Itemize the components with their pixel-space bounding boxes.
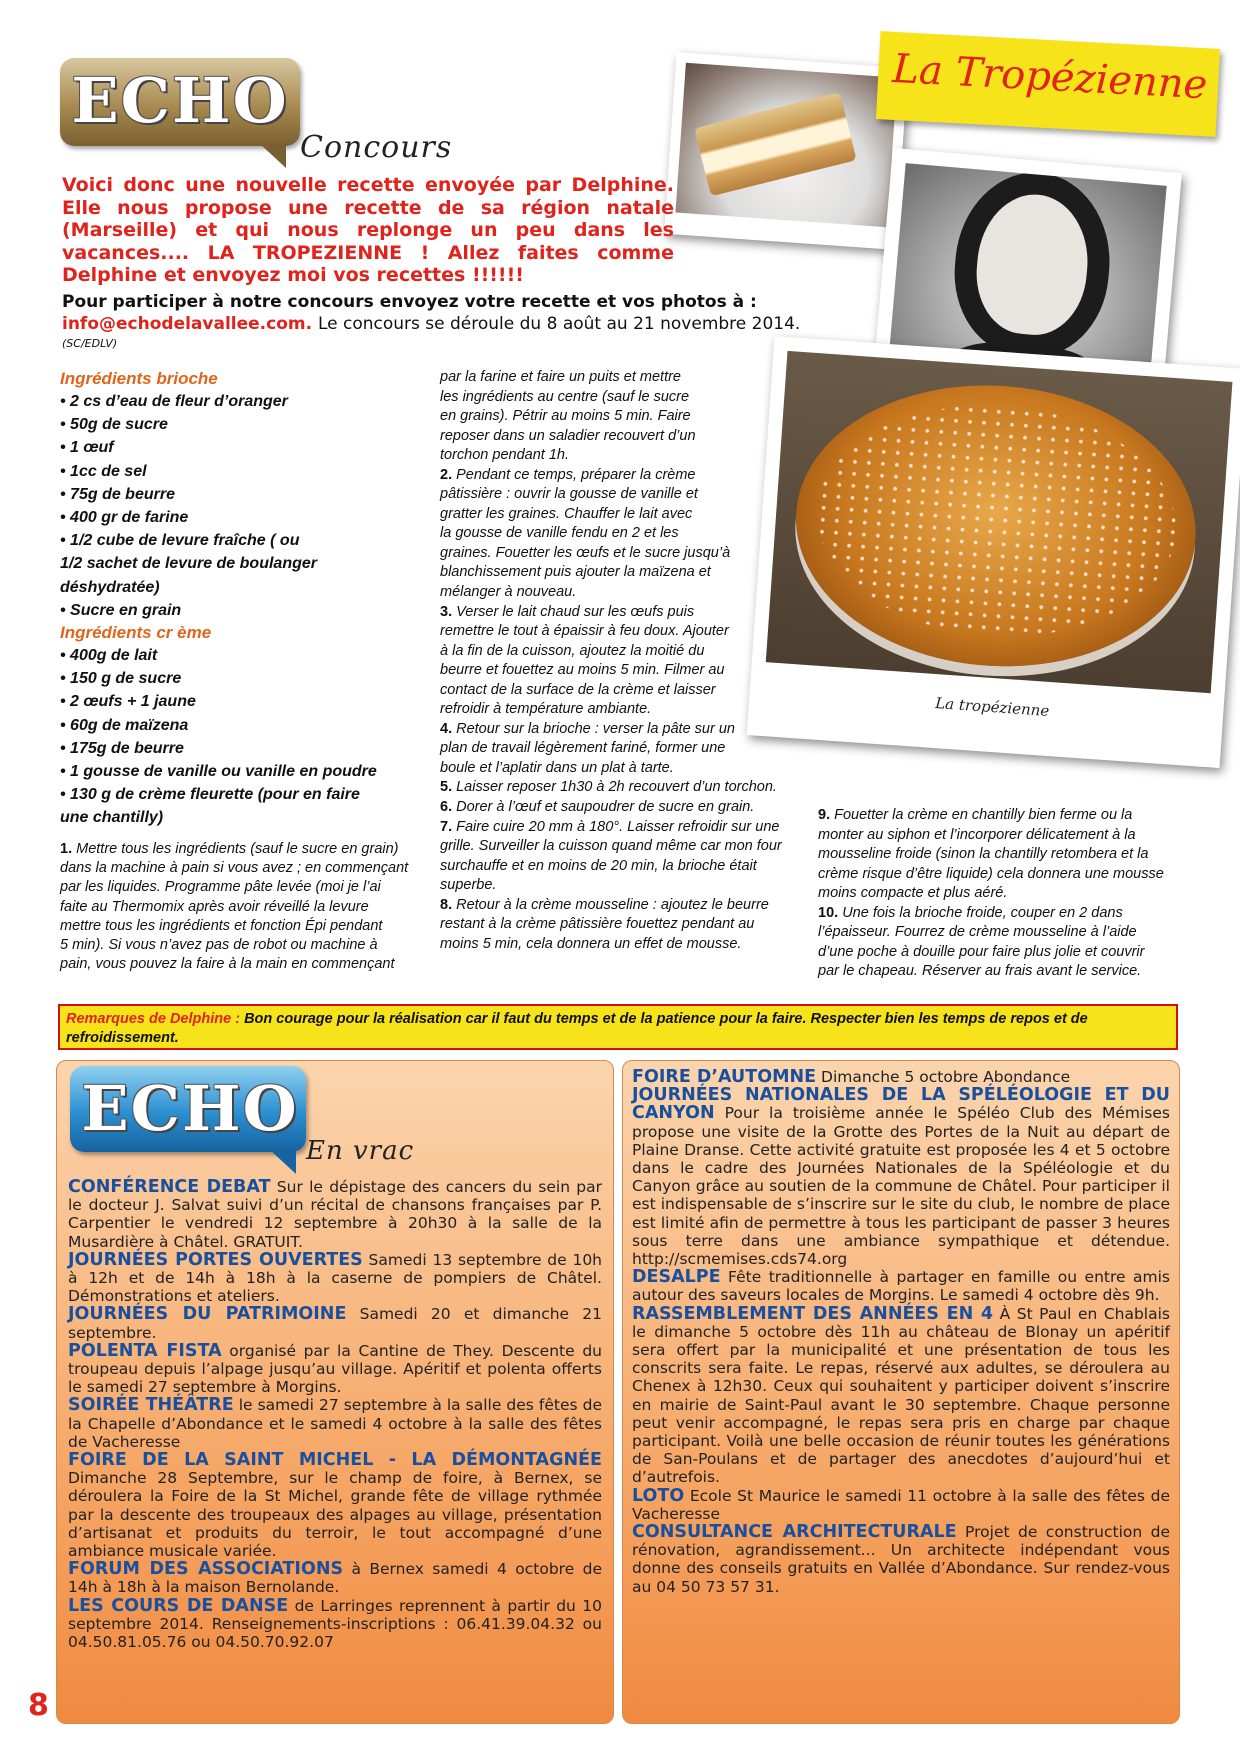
section-subtitle: Concours <box>300 130 453 165</box>
step-line: par les liquides. Programme pâte levée (moi je l’ai <box>60 879 381 896</box>
event-title: JOURNÉES DU PATRIMOINE <box>68 1304 347 1325</box>
event-text: organisé par la Cantine de They. Descente du troupeau depuis l’alpage jusqu’au village. Apéritif et polenta offerts le samedi 27 septembre à Morgins. <box>68 1341 602 1397</box>
event-item <box>632 1305 1170 1487</box>
event-item <box>632 1523 1170 1596</box>
ingredient-item: • 2 cs d’eau de fleur d’oranger <box>60 393 288 410</box>
ingredient-item: • 175g de beurre <box>60 739 184 757</box>
step-line: torchon pendant 1h. <box>440 447 569 464</box>
ingredient-item: • 1 œuf <box>60 439 114 457</box>
event-text: Samedi 13 septembre de 10h à 12h et de 14h à 18h à la caserne de pompiers de Châtel. Démonstrations et ateliers. <box>68 1250 603 1306</box>
event-item <box>68 1305 602 1341</box>
ingredient-item: • Sucre en grain <box>60 601 182 619</box>
event-item <box>68 1251 602 1306</box>
ingredient-item: déshydratée) <box>60 578 160 596</box>
step-line: faite au Thermomix après avoir réveillé la levure <box>60 898 369 915</box>
ingredient-item: • 50g de sucre <box>60 416 168 434</box>
event-item <box>632 1068 1170 1086</box>
event-item <box>68 1342 602 1397</box>
step-line: 4. Retour sur la brioche : verser la pâte sur un <box>440 720 735 737</box>
event-item <box>68 1451 602 1560</box>
ingredient-item: • 60g de maïzena <box>60 716 189 734</box>
step-line: à la fin de la cuisson, ajoutez la moitié du <box>440 642 705 659</box>
cake-slice-photo <box>664 52 908 250</box>
ingredient-item: • 75g de beurre <box>60 485 175 503</box>
remark-text: Bon courage pour la réalisation car il faut du temps et de la patience pour la faire. Respecter bien les temps de repos et de refroidissement. <box>66 1011 1088 1046</box>
step-line: grille. Surveiller la cuisson quand même car mon four <box>440 838 782 855</box>
step-line: la gousse de vanille fendu en 2 et les <box>440 525 679 542</box>
event-item <box>632 1487 1170 1523</box>
recipe-title: La Tropézienne <box>891 45 1209 109</box>
page-number: 8 <box>28 1688 49 1723</box>
event-text: Pour la troisième année le Spéléo Club des Mémises propose une visite de la Grotte des Portes de la Nuit au départ de Plaine Dranse. Cette activité gratuite est proposée les 4 et 5 octobre dans le cadre des Journées Nationales de la Spéléologie et du Canyon grâce au soutien de la commune de Châtel. Pour participer il est indispensable de s’inscrire sur le site du club, le nombre de place est limité afin de permettre à tous les participant de passer 3 heures sous terre dans une ambiance sympathique et détendue. http://scmemises.cds74.org <box>632 1104 1170 1269</box>
source-credit: (SC/EDLV) <box>62 337 118 350</box>
event-text: Ecole St Maurice le samedi 11 octobre à la salle des fêtes de Vacheresse <box>632 1486 1170 1523</box>
event-title: RASSEMBLEMENT DES ANNÉES EN 4 <box>632 1303 994 1324</box>
step-line: par la farine et faire un puits et mettre <box>440 369 681 385</box>
step-line: restant à la crème pâtissière fouettez pendant au <box>440 916 755 933</box>
cake-caption: La tropézienne <box>934 694 1050 721</box>
step-line: surchauffe et en moins de 20 min, la brioche était <box>440 857 757 874</box>
step-line: plan de travail légèrement fariné, former une <box>440 740 726 757</box>
step-line: 5 min). Si vous n’avez pas de robot ou machine à <box>60 937 378 954</box>
event-item <box>68 1396 602 1451</box>
contest-email-link[interactable]: info@echodelavallee.com. <box>62 314 313 334</box>
step-line: par le chapeau. Réserver au frais avant le service. <box>818 963 1142 979</box>
ingredient-item: • 400g de lait <box>60 647 158 665</box>
step-line: les ingrédients au centre (sauf le sucre <box>440 388 690 405</box>
step-line: mélanger à nouveau. <box>440 584 577 601</box>
event-text: Samedi 20 et dimanche 21 septembre. <box>68 1305 602 1342</box>
vrac-subtitle: En vrac <box>306 1136 415 1166</box>
step-line: en grains). Pétrir au moins 5 min. Faire <box>440 408 691 425</box>
step-line: pâtissière : ouvrir la gousse de vanille et <box>440 486 698 503</box>
event-title: DESALPE <box>632 1267 721 1288</box>
step-line: remettre le tout à épaissir à feu doux. Ajouter <box>440 623 729 640</box>
vrac-right-list <box>632 1068 1170 1596</box>
event-title: CONSULTANCE ARCHITECTURALE <box>632 1522 957 1543</box>
ingredient-item: • 1 gousse de vanille ou vanille en poudre <box>60 763 377 781</box>
step-line: 10. Une fois la brioche froide, couper en 2 dans <box>818 904 1123 921</box>
remark-label: Remarques de Delphine : <box>66 1011 241 1027</box>
step-line: 1. Mettre tous les ingrédients (sauf le sucre en grain) <box>60 840 399 857</box>
event-title: LOTO <box>632 1485 685 1506</box>
event-title: POLENTA FISTA <box>68 1340 222 1361</box>
ingredient-item: • 1/2 cube de levure fraîche ( ou <box>60 532 300 550</box>
ingredient-item: • 150 g de sucre <box>60 670 182 688</box>
event-title: JOURNÉES PORTES OUVERTES <box>68 1249 363 1270</box>
ingredients-column <box>60 368 430 975</box>
event-text: Fête traditionnelle à partager en famille ou entre amis autour des saveurs locales de Morgins. Le samedi 4 octobre dès 9h. <box>632 1268 1170 1305</box>
event-item <box>632 1086 1170 1268</box>
step-line: gratter les graines. Chauffer le lait avec <box>440 505 693 522</box>
echo-vrac-logo <box>70 1066 306 1152</box>
steps-column-2 <box>440 368 810 954</box>
remark-box <box>58 1004 1178 1050</box>
step-line: crème risque d’être liquide) cela donnera une mousse <box>818 865 1164 882</box>
ingredient-item: • 1cc de sel <box>60 462 147 480</box>
event-title: FOIRE DE LA SAINT MICHEL - LA DÉMONTAGNÉE <box>68 1450 602 1471</box>
ingredient-item: • 130 g de crème fleurette (pour en faire <box>60 786 360 804</box>
event-title: JOURNÉES NATIONALES DE LA SPÉLÉOLOGIE ET DU CANYON <box>632 1085 1170 1124</box>
event-title: LES COURS DE DANSE <box>68 1595 289 1616</box>
event-item <box>68 1560 602 1596</box>
step-line: 7. Faire cuire 20 mm à 180°. Laisser refroidir sur une <box>440 818 780 835</box>
event-title: FOIRE D’AUTOMNE <box>632 1067 817 1087</box>
event-text: Sur le dépistage des cancers du sein par le docteur J. Salvat suivi d’un récital de chansons françaises par P. Carpentier le vendredi 12 septembre à 20h30 à la salle de la Musardière à Châtel. GRATUIT. <box>68 1178 602 1251</box>
step-line: 8. Retour à la crème mousseline : ajoutez le beurre <box>440 896 769 913</box>
echo-vrac-logo-text: ECHO <box>81 1072 299 1145</box>
creme-heading: Ingrédients cr ème <box>60 623 212 643</box>
ingredient-item: • 2 œufs + 1 jaune <box>60 693 196 711</box>
tropezienne-photo <box>747 336 1240 768</box>
step-line: contact de la surface de la crème et laisser <box>440 681 716 698</box>
brioche-ingredient-list <box>60 390 430 622</box>
step-line: refroidir à température ambiante. <box>440 701 652 718</box>
step-line: moins 5 min, cela donnera un effet de mousse. <box>440 935 742 952</box>
vrac-left-list <box>68 1178 602 1651</box>
step-line: 2. Pendant ce temps, préparer la crème <box>440 466 696 483</box>
event-title: CONFÉRENCE DEBAT <box>68 1177 271 1197</box>
step-line: mettre tous les ingrédients et fonction Épi pendant <box>60 917 383 934</box>
step-line: monter au siphon et l’incorporer délicatement à la <box>818 826 1136 843</box>
ingredient-item: une chantilly) <box>60 809 164 827</box>
step-line: boule et l’aplatir dans un plat à tarte. <box>440 759 674 776</box>
event-text: Dimanche 28 Septembre, sur le champ de foire, à Bernex, se déroulera la Foire de la St Michel, grande fête de village rythmée par la descente des troupeaux des alpages au village, présentation d’artisanat et produits du terroir, le tout accompagné d’une ambiance musicale variée. <box>68 1469 602 1561</box>
intro-text: Voici donc une nouvelle recette envoyée par Delphine. Elle nous propose une recette de sa région natale (Marseille) et qui nous replonge un peu dans les vacances.... LA TROPEZIENNE ! Allez faites comme Delphine et envoyez moi vos recettes !!!!!! <box>62 174 674 286</box>
event-title: SOIRÉE THÉÂTRE <box>68 1395 234 1416</box>
event-text: de Larringes reprennent à partir du 10 septembre 2014. Renseignements-inscriptions : 06.41.39.04.32 ou 04.50.81.05.76 ou 04.50.70.92.07 <box>68 1596 602 1652</box>
step-line: d’une poche à douille pour faire plus jolie et couvrir <box>818 943 1145 960</box>
step-line: moins compacte et plus aéré. <box>818 885 1008 901</box>
steps-column-1 <box>60 840 430 975</box>
step-line: 6. Dorer à l’œuf et saupoudrer de sucre en grain. <box>440 799 755 816</box>
ingredient-item: 1/2 sachet de levure de boulanger <box>60 555 317 573</box>
event-text: À St Paul en Chablais le dimanche 5 octobre dès 11h au château de Blonay un apéritif sera offert par la municipalité et une présentation de tous les conscrits sera faite. Le repas, réservé aux adultes, se déroulera au Chenex à 12h30. Ceux qui souhaitent y participer doivent s’inscrire en mairie de Saint-Paul avant le 30 septembre. Chaque personne peut venir accompagné, le repas sera pris en charge par chaque participant. Voilà une belle occasion de réunir toutes les générations de San-Poulans et de partager des anecdotes d’aujourd’hui et d’autrefois. <box>632 1304 1170 1487</box>
step-line: superbe. <box>440 877 497 894</box>
step-line: 5. Laisser reposer 1h30 à 2h recouvert d’un torchon. <box>440 779 777 796</box>
event-item <box>68 1597 602 1652</box>
step-line: 3. Verser le lait chaud sur les œufs puis <box>440 603 695 620</box>
step-line: pain, vous pouvez la faire à la main en commençant <box>60 956 395 973</box>
step-line: l’épaisseur. Fourrez de crème mousseline à l’aide <box>818 924 1137 940</box>
event-item <box>632 1268 1170 1304</box>
step-line: graines. Fouetter les œufs et le sucre jusqu’à <box>440 544 731 561</box>
step-line: dans la machine à pain si vous avez ; en commençant <box>60 859 409 876</box>
brioche-heading: Ingrédients brioche <box>60 369 218 388</box>
participate-text: Pour participer à notre concours envoyez votre recette et vos photos à : <box>62 292 757 312</box>
event-text: Projet de construction de rénovation, agrandissement... Un architecte indépendant vous donne des conseils gratuits en Vallée d’Abondance. Sur rendez-vous au 04 50 73 57 31. <box>632 1523 1170 1596</box>
ingredient-item: • 400 gr de farine <box>60 509 189 527</box>
event-text: à Bernex samedi 4 octobre de 14h à 18h à la maison Bernolande. <box>68 1560 602 1597</box>
event-text: le samedi 27 septembre à la salle des fêtes de la Chapelle d’Abondance et le samedi 4 octobre à la salle des fêtes de Vacheresse <box>68 1396 603 1451</box>
contest-dates: Le concours se déroule du 8 août au 21 novembre 2014. <box>317 314 801 334</box>
echo-logo <box>60 58 300 146</box>
creme-ingredient-list <box>60 644 430 830</box>
step-line: mousseline froide (sinon la chantilly retombera et la <box>818 846 1149 862</box>
step-line: blanchissement puis ajouter la maïzena et <box>440 564 711 581</box>
participate-block <box>62 291 842 335</box>
step-line: 9. Fouetter la crème en chantilly bien ferme ou la <box>818 807 1133 823</box>
event-text: Dimanche 5 octobre Abondance <box>816 1068 1071 1086</box>
echo-logo-text: ECHO <box>71 64 289 137</box>
recipe-title-card <box>876 31 1220 137</box>
step-line: reposer dans un saladier recouvert d’un <box>440 427 696 444</box>
step-line: beurre et fouettez au moins 5 min. Filmer au <box>440 662 725 679</box>
event-title: FORUM DES ASSOCIATIONS <box>68 1559 344 1580</box>
steps-column-3 <box>818 806 1190 982</box>
event-item <box>68 1178 602 1251</box>
